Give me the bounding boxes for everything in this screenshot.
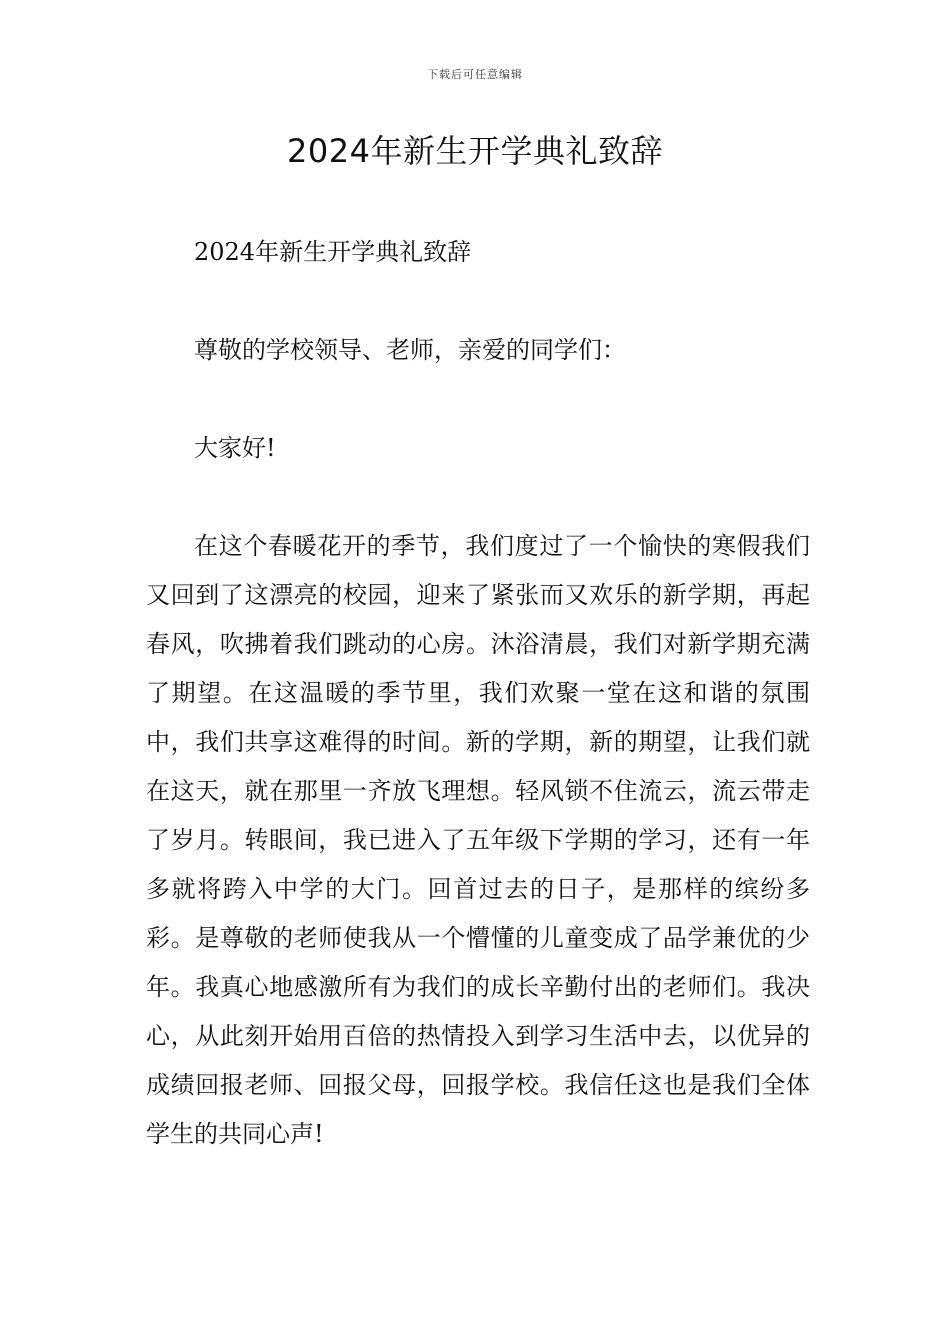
paragraph-salutation: 尊敬的学校领导、老师，亲爱的同学们： — [194, 336, 626, 364]
paragraph-subtitle: 2024年新生开学典礼致辞 — [194, 238, 472, 266]
document-title: 2024年新生开学典礼致辞 — [287, 132, 663, 170]
paragraph-body: 在这个春暖花开的季节，我们度过了一个愉快的寒假我们又回到了这漂亮的校园，迎来了紧张而又欢乐的新学期，再起春风，吹拂着我们跳动的心房。沐浴清晨，我们对新学期充满了期望。在这温暖的季节里，我们欢聚一堂在这和谐的氛围中，我们共享这难得的时间。新的学期，新的期望，让我们就在这天，就在那里一齐放飞理想。轻风锁不住流云，流云带走了岁月。转眼间，我已进入了五年级下学期的学习，还有一年多就将跨入中学的大门。回首过去的日子，是那样的缤纷多彩。是尊敬的老师使我从一个懵懂的儿童变成了品学兼优的少年。我真心地感激所有为我们的成长辛勤付出的老师们。我决心，从此刻开始用百倍的热情投入到学习生活中去，以优异的成绩回报老师、回报父母，回报学校。我信任这也是我们全体学生的共同心声! — [146, 532, 810, 1148]
document-body — [146, 228, 810, 1159]
paragraph-greeting: 大家好! — [194, 434, 276, 462]
header-note: 下载后可任意编辑 — [427, 68, 523, 81]
